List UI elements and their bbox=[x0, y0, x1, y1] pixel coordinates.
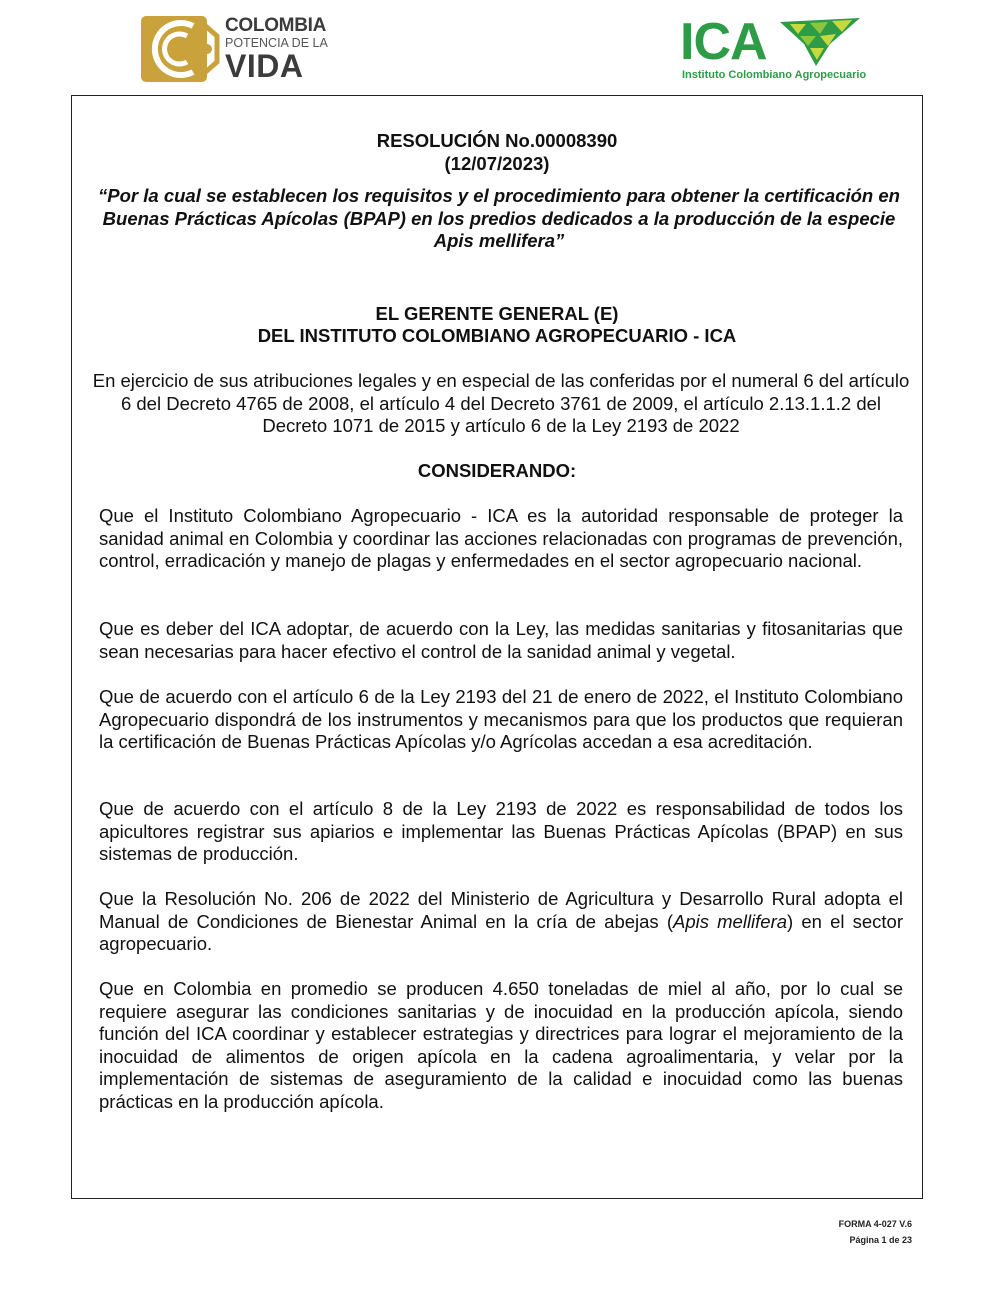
authority-title-line1: EL GERENTE GENERAL (E) bbox=[375, 303, 619, 324]
logo-line-potencia: POTENCIA DE LA bbox=[225, 36, 328, 50]
species-name: Apis mellifera bbox=[673, 910, 788, 932]
resolution-date: (12/07/2023) bbox=[444, 153, 550, 174]
ica-logo-subtitle: Instituto Colombiano Agropecuario bbox=[682, 69, 867, 81]
ica-leaf-icon bbox=[780, 18, 862, 68]
colombia-emblem-icon bbox=[141, 16, 221, 82]
document-frame bbox=[71, 95, 923, 1199]
considering-paragraph-4: Que de acuerdo con el artículo 8 de la Ley 2193 de 2022 es responsabilidad de todos los apicultores registrar sus apiarios e implementar las Buenas Prácticas Apícolas (BPAP) en sus sistemas de producción. bbox=[99, 798, 903, 864]
logo-line-colombia: COLOMBIA bbox=[225, 15, 327, 36]
considering-heading: CONSIDERANDO: bbox=[417, 460, 577, 481]
resolution-number: RESOLUCIÓN No.00008390 bbox=[376, 130, 618, 151]
considering-paragraph-1: Que el Instituto Colombiano Agropecuario - ICA es la autoridad responsable de proteger la sanidad animal en Colombia y coordinar las acciones relacionadas con programas de prevención, control, erradicación y manejo de plagas y enfermedades en el sector agropecuario nacional. bbox=[99, 505, 903, 571]
page-number: Página 1 de 23 bbox=[849, 1235, 912, 1245]
ica-logo bbox=[680, 13, 870, 86]
paragraph-5-text-start: Que la Resolución No. 206 de 2022 del Ministerio de Agricultura y Desarrollo Rural adopta el Manual de Condiciones de Bienestar Animal en la cría de abejas ( bbox=[99, 888, 903, 932]
considering-paragraph-6: Que en Colombia en promedio se producen 4.650 toneladas de miel al año, por lo cual se requiere asegurar las condiciones sanitarias y de inocuidad en la producción apícola, siendo función del ICA coordinar y establecer estrategias y directrices para lograr el mejoramiento de la inocuidad de alimentos de origen apícola en la cadena agroalimentaria, y velar por la implementación de sistemas de aseguramiento de la calidad e inocuidad como las buenas prácticas en la producción apícola. bbox=[99, 978, 903, 1112]
considering-paragraph-3: Que de acuerdo con el artículo 6 de la Ley 2193 del 21 de enero de 2022, el Instituto Colombiano Agropecuario dispondrá de los instrumentos y mecanismos para que los productos que requieran la certificación de Buenas Prácticas Apícolas y/o Agrícolas accedan a esa acreditación. bbox=[99, 686, 903, 752]
form-code: FORMA 4-027 V.6 bbox=[838, 1219, 912, 1229]
resolution-subject: “Por la cual se establecen los requisitos y el procedimiento para obtener la certificación en Buenas Prácticas Apícolas (BPAP) en los predios dedicados a la producción de la especie Apis mellifera” bbox=[98, 185, 900, 251]
page-footer bbox=[839, 1216, 912, 1248]
authority-title-line2: DEL INSTITUTO COLOMBIANO AGROPECUARIO - ICA bbox=[257, 325, 737, 346]
logo-line-vida: VIDA bbox=[225, 48, 304, 84]
powers-paragraph: En ejercicio de sus atribuciones legales y en especial de las conferidas por el numeral 6 del artículo 6 del Decreto 4765 de 2008, el artículo 4 del Decreto 3761 de 2009, el artículo 2.13.1.1.2 del Decreto 1071 de 2015 y artículo 6 de la Ley 2193 de 2022 bbox=[92, 370, 910, 436]
paragraph-5-text-end: ) en el sector agropecuario. bbox=[99, 910, 903, 954]
ica-logo-name: ICA bbox=[680, 13, 767, 71]
considering-paragraph-2: Que es deber del ICA adoptar, de acuerdo con la Ley, las medidas sanitarias y fitosanitarias que sean necesarias para hacer efectivo el control de la sanidad animal y vegetal. bbox=[99, 618, 903, 662]
colombia-potencia-de-la-vida-logo bbox=[141, 16, 331, 84]
considering-paragraph-5 bbox=[99, 888, 903, 956]
